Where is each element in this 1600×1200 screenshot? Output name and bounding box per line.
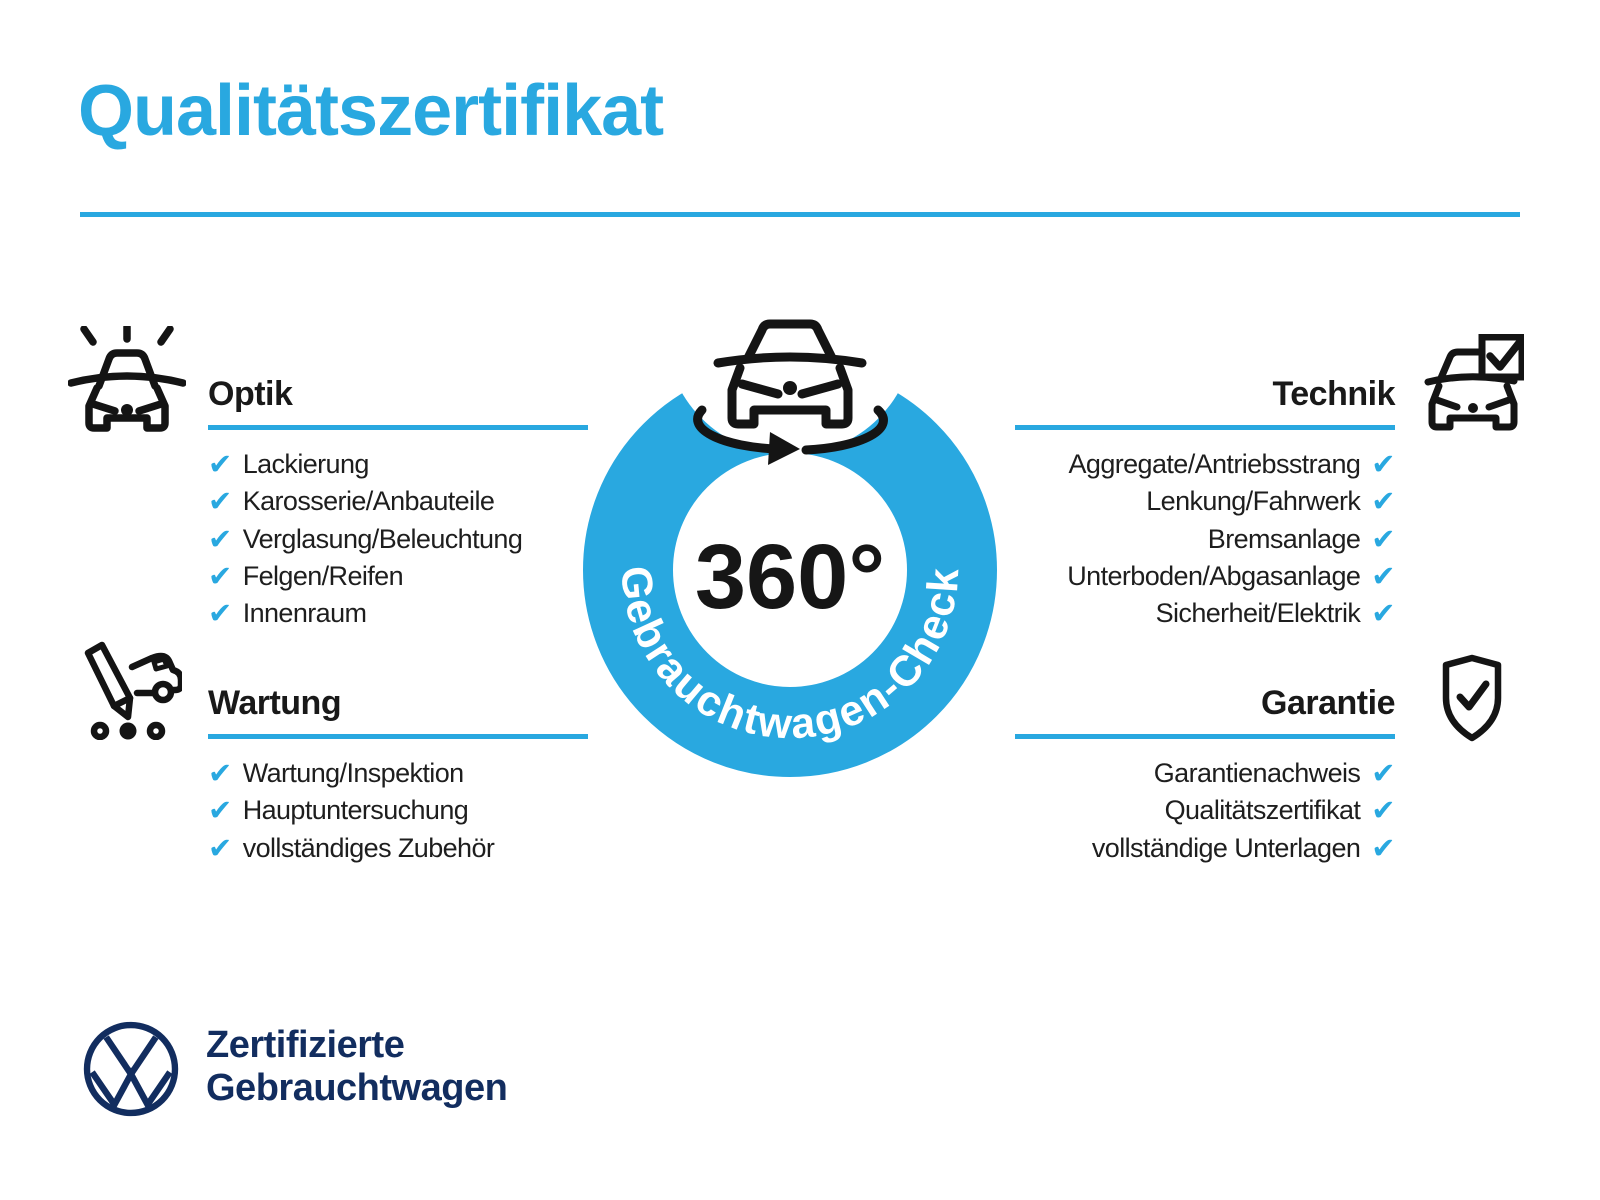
- page-title: Qualitätszertifikat: [78, 71, 664, 151]
- section-underline: [208, 425, 588, 430]
- check-icon: ✔: [208, 521, 232, 556]
- item-label: Felgen/Reifen: [242, 561, 404, 592]
- 360-check-badge: [558, 278, 1022, 798]
- check-icon: ✔: [1371, 830, 1395, 865]
- section-technik: [1015, 377, 1395, 632]
- list-item: [1015, 792, 1395, 829]
- list-item: [1015, 483, 1395, 520]
- section-title: Optik: [208, 375, 293, 413]
- list-item: [1015, 595, 1395, 632]
- item-label: Lenkung/Fahrwerk: [1146, 486, 1361, 517]
- wartung-checklist: [208, 755, 588, 867]
- check-icon: ✔: [208, 830, 232, 865]
- item-label: Wartung/Inspektion: [242, 758, 464, 789]
- section-optik: [208, 377, 588, 632]
- check-icon: ✔: [208, 756, 232, 791]
- section-title: Technik: [1272, 375, 1395, 413]
- list-item: [208, 483, 588, 520]
- brand-line-1: Zertifizierte: [206, 1024, 405, 1066]
- section-underline: [208, 734, 588, 739]
- shield-check-icon: [1436, 652, 1508, 744]
- technik-checklist: [1015, 446, 1395, 632]
- ring-curved-text: Gebrauchtwagen-Check: [611, 564, 969, 749]
- check-icon: ✔: [1371, 596, 1395, 631]
- check-icon: ✔: [208, 559, 232, 594]
- item-label: Innenraum: [242, 598, 367, 629]
- check-icon: ✔: [1371, 756, 1395, 791]
- degree-label: 360°: [694, 526, 886, 628]
- garantie-checklist: [1015, 755, 1395, 867]
- item-label: vollständiges Zubehör: [242, 832, 495, 863]
- list-item: [208, 830, 588, 867]
- section-underline: [1015, 734, 1395, 739]
- sparkle-car-icon: [68, 326, 186, 432]
- item-label: vollständige Unterlagen: [1091, 832, 1361, 863]
- brand-line-2: Gebrauchtwagen: [206, 1067, 508, 1109]
- list-item: [208, 755, 588, 792]
- section-wartung: [208, 686, 588, 867]
- item-label: Karosserie/Anbauteile: [242, 486, 495, 517]
- optik-checklist: [208, 446, 588, 632]
- vw-logo: [80, 1018, 182, 1120]
- brand-wordmark: [206, 1024, 507, 1110]
- car-checkbox-icon: [1424, 334, 1524, 434]
- check-icon: ✔: [208, 596, 232, 631]
- list-item: [1015, 521, 1395, 558]
- item-label: Bremsanlage: [1207, 523, 1361, 554]
- list-item: [208, 521, 588, 558]
- section-title: Wartung: [208, 684, 342, 722]
- check-icon: ✔: [208, 484, 232, 519]
- check-icon: ✔: [208, 447, 232, 482]
- check-icon: ✔: [1371, 447, 1395, 482]
- item-label: Garantienachweis: [1153, 758, 1361, 789]
- title-divider: [80, 212, 1520, 217]
- item-label: Aggregate/Antriebsstrang: [1068, 449, 1361, 480]
- section-garantie: [1015, 686, 1395, 867]
- list-item: [1015, 755, 1395, 792]
- item-label: Verglasung/Beleuchtung: [242, 523, 523, 554]
- item-label: Unterboden/Abgasanlage: [1067, 561, 1361, 592]
- list-item: [1015, 558, 1395, 595]
- pencil-car-service-icon: [74, 638, 182, 740]
- check-icon: ✔: [1371, 484, 1395, 519]
- check-icon: ✔: [208, 793, 232, 828]
- item-label: Hauptuntersuchung: [242, 795, 469, 826]
- item-label: Lackierung: [242, 449, 369, 480]
- item-label: Qualitätszertifikat: [1164, 795, 1361, 826]
- section-underline: [1015, 425, 1395, 430]
- list-item: [208, 446, 588, 483]
- item-label: Sicherheit/Elektrik: [1155, 598, 1361, 629]
- list-item: [1015, 446, 1395, 483]
- list-item: [208, 595, 588, 632]
- check-icon: ✔: [1371, 793, 1395, 828]
- section-title: Garantie: [1261, 684, 1395, 722]
- list-item: [208, 558, 588, 595]
- check-icon: ✔: [1371, 521, 1395, 556]
- list-item: [1015, 830, 1395, 867]
- list-item: [208, 792, 588, 829]
- check-icon: ✔: [1371, 559, 1395, 594]
